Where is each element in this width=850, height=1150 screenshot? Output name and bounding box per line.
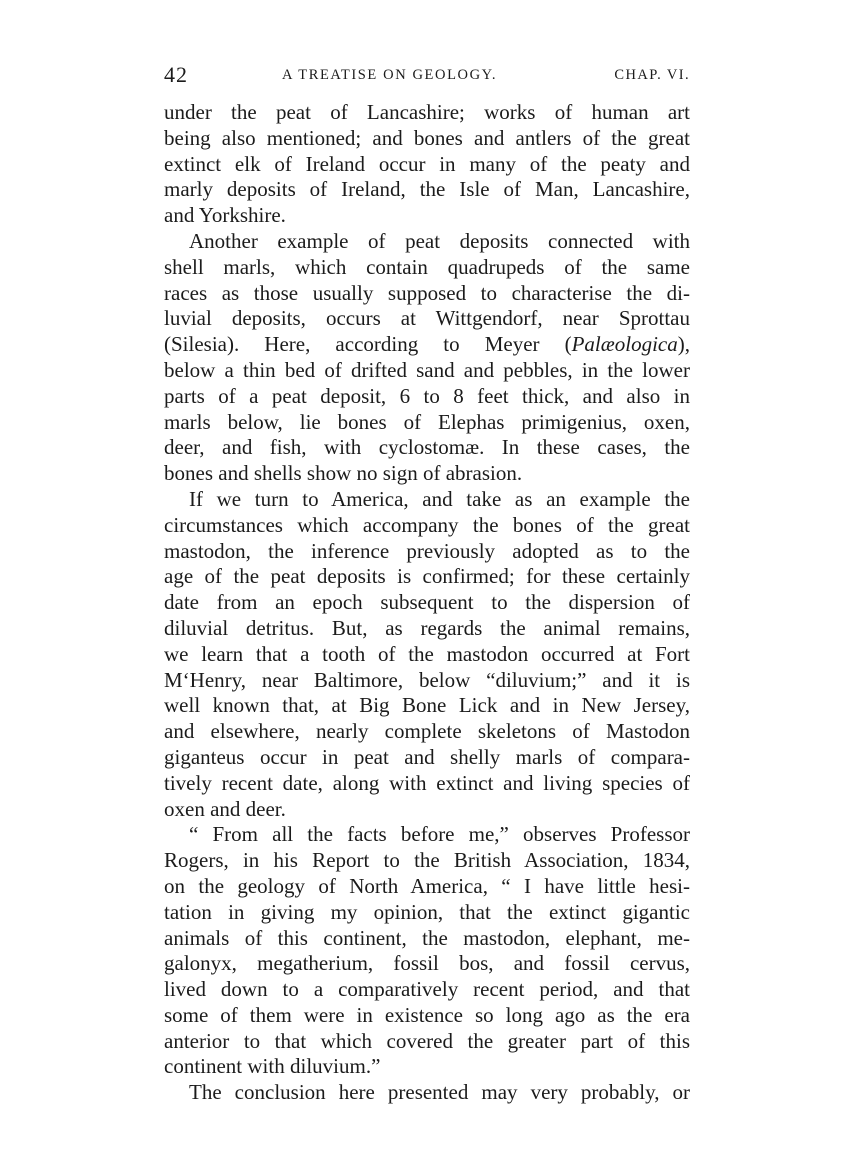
text-line: marly deposits of Ireland, the Isle of Man, Lancashire, <box>164 177 690 202</box>
text-line: well known that, at Big Bone Lick and in New Jersey, <box>164 693 690 718</box>
italic-title: Palæologica <box>571 332 678 357</box>
text-line: luvial deposits, occurs at Wittgendorf, near Sprottau <box>164 306 690 331</box>
text-line: marls below, lie bones of Elephas primigenius, oxen, <box>164 409 690 434</box>
paragraph <box>164 100 690 229</box>
page-number: 42 <box>164 62 188 87</box>
text-line: age of the peat deposits is confirmed; for these certainly <box>164 564 690 589</box>
paragraph <box>164 822 690 1080</box>
text-line: on the geology of North America, “ I have little hesi- <box>164 873 690 898</box>
paragraph <box>164 487 690 822</box>
text-line: The conclusion here presented may very probably, or <box>189 1080 690 1105</box>
text-line: and elsewhere, nearly complete skeletons of Mastodon <box>164 719 690 744</box>
text-line: parts of a peat deposit, 6 to 8 feet thick, and also in <box>164 383 690 408</box>
text-line: animals of this continent, the mastodon, elephant, me- <box>164 925 690 950</box>
text-line: date from an epoch subsequent to the dispersion of <box>164 590 690 615</box>
text-line: Rogers, in his Report to the British Association, 1834, <box>164 848 690 873</box>
body-text <box>164 100 690 1106</box>
text-line: M‘Henry, near Baltimore, below “diluvium;” and it is <box>164 667 690 692</box>
text-line: If we turn to America, and take as an example the <box>189 486 690 511</box>
text-line: “ From all the facts before me,” observes Professor <box>189 822 690 847</box>
text-line: mastodon, the inference previously adopted as to the <box>164 538 690 563</box>
text-line: extinct elk of Ireland occur in many of the peaty and <box>164 151 690 176</box>
text-line: under the peat of Lancashire; works of human art <box>164 100 690 124</box>
text-line: shell marls, which contain quadrupeds of the same <box>164 254 690 279</box>
text-line: diluvial detritus. But, as regards the animal remains, <box>164 615 690 640</box>
text-line: and Yorkshire. <box>164 203 286 228</box>
text-line: anterior to that which covered the greater part of this <box>164 1028 690 1053</box>
page-header <box>164 62 690 90</box>
chapter-label: CHAP. VI. <box>614 67 690 83</box>
text-line: galonyx, megatherium, fossil bos, and fossil cervus, <box>164 951 690 976</box>
text-line: we learn that a tooth of the mastodon occurred at Fort <box>164 641 690 666</box>
text-line: bones and shells show no sign of abrasion. <box>164 461 523 486</box>
text-segment: ), <box>677 332 690 357</box>
paragraph <box>164 1080 690 1106</box>
text-line: tively recent date, along with extinct and living species of <box>164 770 690 795</box>
text-line: continent with diluvium.” <box>164 1054 381 1079</box>
paragraph <box>164 229 690 487</box>
text-line: Another example of peat deposits connected with <box>189 228 690 253</box>
text-line: below a thin bed of drifted sand and pebbles, in the lower <box>164 357 690 382</box>
text-line-mixed <box>164 332 690 358</box>
running-title: A TREATISE ON GEOLOGY. <box>282 67 498 83</box>
text-line: oxen and deer. <box>164 796 286 821</box>
text-line: giganteus occur in peat and shelly marls of compara- <box>164 744 690 769</box>
text-line: being also mentioned; and bones and antlers of the great <box>164 125 690 150</box>
text-line: lived down to a comparatively recent period, and that <box>164 977 690 1002</box>
text-line: deer, and fish, with cyclostomæ. In these cases, the <box>164 435 690 460</box>
text-line: some of them were in existence so long ago as the era <box>164 1002 690 1027</box>
text-segment: (Silesia). Here, according to Meyer ( <box>164 332 572 357</box>
text-line: races as those usually supposed to characterise the di- <box>164 280 690 305</box>
text-line: circumstances which accompany the bones of the great <box>164 512 690 537</box>
text-line: tation in giving my opinion, that the extinct gigantic <box>164 899 690 924</box>
